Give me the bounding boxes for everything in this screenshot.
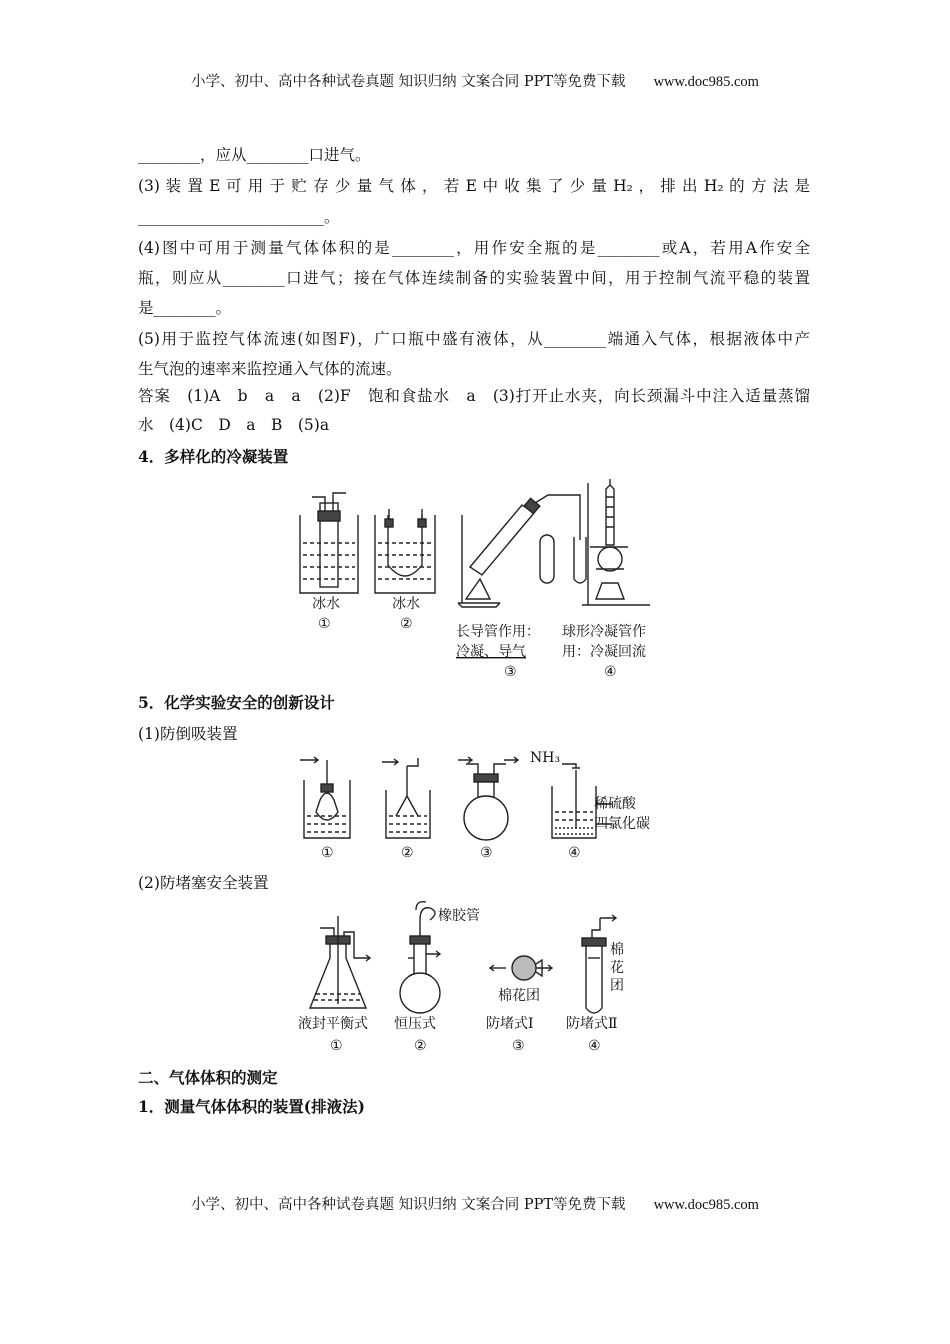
fig-number: ③ <box>512 1038 525 1054</box>
fig-number: ③ <box>480 845 493 861</box>
part-2-title: 二、气体体积的测定 <box>138 1068 278 1087</box>
part-2-subtitle: 1．测量气体体积的装置(排液法) <box>138 1097 365 1116</box>
device-label: 恒压式 <box>394 1016 436 1032</box>
cotton-vertical-char: 团 <box>610 978 624 994</box>
subsection-title: (1)防倒吸装置 <box>138 725 238 743</box>
text-line: (4)图中可用于测量气体体积的是________，用作安全瓶的是________或A，若用A作安全 <box>138 239 810 257</box>
condenser-function: 用：冷凝回流 <box>562 644 646 660</box>
footer-url: www.doc985.com <box>653 1197 759 1213</box>
page-header <box>0 70 950 91</box>
nh3-label: NH₃ <box>530 750 561 766</box>
device-label: 液封平衡式 <box>298 1016 368 1032</box>
fig-number: ④ <box>568 845 581 861</box>
section-4-title: 4．多样化的冷凝装置 <box>138 447 289 466</box>
answer-line: 水 (4)C D a B (5)a <box>138 416 330 434</box>
cotton-label: 棉花团 <box>498 988 540 1004</box>
fig-number: ① <box>330 1038 343 1054</box>
text-line: ________________________。 <box>138 208 340 226</box>
section-5-title: 5．化学实验安全的创新设计 <box>138 693 335 712</box>
answer-line: 答案 (1)A b a a (2)F 饱和食盐水 a (3)打开止水夹，向长颈漏斗中注入适量蒸馏 <box>138 387 810 405</box>
text-line: 生气泡的速率来监控通入气体的流速。 <box>138 360 402 378</box>
fig-number: ④ <box>604 664 617 680</box>
fig-number: ① <box>321 845 334 861</box>
fig-number: ② <box>414 1038 427 1054</box>
cotton-vertical-char: 花 <box>610 960 624 976</box>
header-url: www.doc985.com <box>653 74 759 90</box>
ice-water-label-2: 冰水 <box>392 596 420 612</box>
text-line: (3) 装 置 E 可 用 于 贮 存 少 量 气 体 ， 若 E 中 收 集 了 少 量 H₂ ， 排 出 H₂ 的 方 法 是 <box>138 177 810 195</box>
header-text: 小学、初中、高中各种试卷真题 知识归纳 文案合同 PPT等免费下载 <box>191 74 626 90</box>
page-footer <box>0 1193 950 1214</box>
fig-number: ③ <box>504 664 517 680</box>
anti-blocking-figure <box>290 898 670 1056</box>
anti-suckback-figure <box>290 750 670 865</box>
text-line: (5)用于监控气体流速(如图F)，广口瓶中盛有液体，从________端通入气体，根据液体中产 <box>138 330 810 348</box>
fig-number: ② <box>401 845 414 861</box>
subsection-title: (2)防堵塞安全装置 <box>138 874 269 892</box>
device-label: 防堵式Ⅰ <box>486 1016 534 1032</box>
ice-water-label-1: 冰水 <box>312 596 340 612</box>
condensation-figure <box>290 475 670 685</box>
cotton-vertical-char: 棉 <box>610 942 624 958</box>
fig-number: ② <box>400 616 413 632</box>
fig-number: ① <box>318 616 331 632</box>
fig-number: ④ <box>588 1038 601 1054</box>
footer-text: 小学、初中、高中各种试卷真题 知识归纳 文案合同 PPT等免费下载 <box>191 1197 626 1213</box>
device-label: 防堵式Ⅱ <box>566 1016 618 1032</box>
long-tube-label: 长导管作用： <box>456 624 540 640</box>
rubber-tube-label: 橡胶管 <box>438 908 480 924</box>
text-line: 是________。 <box>138 299 232 317</box>
text-line: 瓶，则应从________口进气；接在气体连续制备的实验装置中间，用于控制气流平稳的装置 <box>138 269 810 287</box>
dilute-acid-label: 稀硫酸 <box>594 796 636 812</box>
ccl4-label: 四氯化碳 <box>594 816 650 832</box>
long-tube-function: 冷凝、导气 <box>456 644 526 660</box>
condenser-label: 球形冷凝管作 <box>562 624 646 640</box>
text-line: ________，应从________口进气。 <box>138 146 371 164</box>
